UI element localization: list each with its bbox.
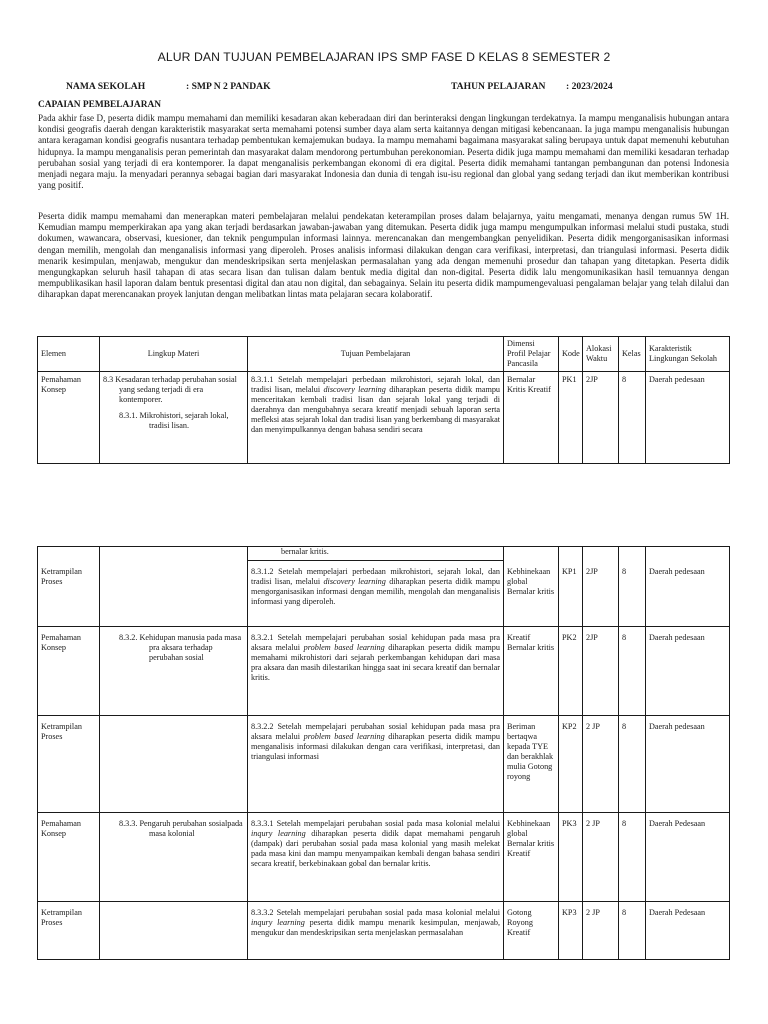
tujuan-number: 8.3.3.1: [251, 819, 274, 828]
year-label: TAHUN PELAJARAN: [451, 81, 546, 92]
table-row: [38, 627, 730, 716]
cell-elemen: Ketrampilan Proses: [38, 902, 100, 960]
cell-kelas: 8: [619, 813, 646, 902]
table-row: [38, 561, 730, 627]
cell-alokasi: 2 JP: [583, 902, 619, 960]
capaian-heading: CAPAIAN PEMBELAJARAN: [38, 100, 161, 110]
sub-lingkup-text: Mikrohistori, sejarah lokal, tradisi lisan.: [139, 411, 229, 430]
cell-lingkup: [100, 627, 248, 716]
cell-kelas: 8: [619, 627, 646, 716]
cell-elemen: Pemahaman Konsep: [38, 813, 100, 902]
tujuan-number: 8.3.1.2: [251, 567, 274, 576]
table-row: [38, 716, 730, 813]
document-title: ALUR DAN TUJUAN PEMBELAJARAN IPS SMP FASE D KELAS 8 SEMESTER 2: [157, 50, 611, 64]
tujuan-text-a: Setelah mempelajari perubahan sosial pada masa kolonial melalui: [276, 819, 501, 828]
cell-karakteristik: Daerah pedesaan: [646, 561, 730, 627]
header-alokasi: Alokasi Waktu: [583, 337, 619, 372]
cell-kode: KP2: [559, 716, 583, 813]
lingkup-number: 8.3: [103, 375, 114, 384]
cell-tujuan: [248, 902, 504, 960]
cell-tujuan: [248, 627, 504, 716]
header-profil: Dimensi Profil Pelajar Pancasila: [504, 337, 559, 372]
cell-profil: Kebhinekaan global Bernalar kritis Kreatif: [504, 813, 559, 902]
tujuan-number: 8.3.2.2: [251, 722, 274, 731]
cell-kode: PK2: [559, 627, 583, 716]
lingkup-text: Kesadaran terhadap perubahan sosial yang sedang terjadi di era kontemporer.: [115, 375, 237, 404]
atp-table-page-1: [37, 336, 730, 464]
capaian-paragraph-2: Peserta didik mampu memahami dan menerapkan materi pembelajaran melalui pendekatan keterampilan proses dalam belajarnya, yaitu mengamati, menanya dengan rumus 5W 1H. Kemudian mampu memperkirakan apa yang akan terjadi berdasarkan jawaban-jawaban yang ditemukan. Peserta didik juga mampu mengumpulkan informasi melalui studi pustaka, studi dokumen, wawancara, observasi, kuesioner, dan teknik pengumpulan informasi lainnya. merencanakan dan mengembangkan penyelidikan. Peserta didik mengorganisasikan informasi dengan memilih, mengolah dan menganalisis informasi yang diperoleh. Proses analisis informasi dilakukan dengan cara verifikasi, interpretasi, dan triangulasi informasi. Peserta didik menarik kesimpulan, menjawab, mengukur dan mendeskripsikan serta menjelaskan permasalahan yang ada dengan memenuhi prosedur dan tahapan yang ditetapkan. Peserta didik mengungkapkan seluruh hasil tahapan di atas secara lisan dan tulisan dalam bentuk media digital dan non-digital. Peserta didik lalu mengomunikasikan hasil temuannya dengan mempublikasikan hasil laporan dalam bentuk presentasi digital dan atau non digital, dan sebagainya. Selain itu peserta didik mampumengevaluasi pengalaman belajar yang telah dilalui dan diharapkan dapat merencanakan proyek lanjutan dengan melibatkan lintas mata pelajaran secara kolaboratif.: [38, 211, 729, 300]
header-elemen: Elemen: [38, 337, 100, 372]
lingkup-number: 8.3.3.: [119, 819, 138, 828]
tujuan-text-a: Setelah mempelajari perbedaan mikrohistori, sejarah lokal, dan tradisi lisan, melalui: [251, 567, 501, 586]
school-value: : SMP N 2 PANDAK: [186, 81, 271, 92]
cell-elemen: Ketrampilan Proses: [38, 716, 100, 813]
tujuan-method: inqury learning: [251, 918, 305, 927]
tujuan-text-b: diharapkan peserta didik dapat memahami pengaruh (dampak) dari perubahan sosial pada masa kolonial yang masih melekat pada masa kini dan mampu menyampaikan kembali dengan bahasa sendiri secara kreatif, berkebinakaan gobal dan bernalar kritis.: [251, 829, 500, 868]
cell-kode: PK1: [559, 372, 583, 464]
tujuan-text-b: peserta didik mampu menarik kesimpulan, menjawab, mengukur dan mendeskripsikan serta menjelaskan permasalahan: [251, 918, 501, 937]
lingkup-text: Pengaruh perubahan sosialpada masa kolonial: [139, 819, 243, 838]
tujuan-number: 8.3.1.1: [251, 375, 274, 384]
header-kelas: Kelas: [619, 337, 646, 372]
cell-profil: Bernalar Kritis Kreatif: [504, 372, 559, 464]
header-tujuan: Tujuan Pembelajaran: [248, 337, 504, 372]
cell-kelas: 8: [619, 561, 646, 627]
cell-karakteristik: Daerah Pedesaan: [646, 813, 730, 902]
cell-lingkup: [100, 902, 248, 960]
cell-alokasi: 2JP: [583, 627, 619, 716]
table-row: [38, 372, 730, 464]
year-value: : 2023/2024: [566, 81, 613, 92]
cell-elemen: Ketrampilan Proses: [38, 561, 100, 627]
cell-alokasi: 2 JP: [583, 813, 619, 902]
tujuan-number: 8.3.3.2: [251, 908, 274, 917]
cell-profil: Kebhinekaan global Bernalar kritis: [504, 561, 559, 627]
cell-lingkup: [100, 372, 248, 464]
capaian-paragraph-1: Pada akhir fase D, peserta didik mampu memahami dan memiliki kesadaran akan keberadaan diri dan berinteraksi dengan lingkungan terdekatnya. Ia mampu menganalisis hubungan antara kondisi geografis daerah dengan karakteristik masyarakat serta memahami potensi sumber daya alam serta kaitannya dengan mitigasi kebencanaan. Ia juga mampu menganalisis hubungan antara keragaman kondisi geografis nusantara terhadap pembentukan kemajemukan budaya. Ia mampu memahami bagaimana masyarakat saling berupaya untuk dapat memenuhi kebutuhan hidupnya. Ia mampu menganalisis peran pemerintah dan masyarakat dalam mendorong pertumbuhan perekonomian. Peserta didik juga mampu memahami dan memiliki kesadaran terhadap perubahan sosial yang terjadi di era kontemporer. Ia dapat menganalisis perkembangan ekonomi di era digital. Peserta didik memahami tantangan pembangunan dan potensi Indonesia menjadi negara maju. Ia menyadari perannya sebagai bagian dari masyarakat Indonesia dan dunia di tengah isu-isu regional dan global yang sedang terjadi dan ikut memberikan kontribusi yang positif.: [38, 113, 729, 191]
cell-karakteristik: Daerah Pedesaan: [646, 902, 730, 960]
tujuan-method: inqury learning: [251, 829, 306, 838]
cell-kelas: 8: [619, 902, 646, 960]
lingkup-text: Kehidupan manusia pada masa pra aksara terhadap perubahan sosial: [139, 633, 242, 662]
lingkup-number: 8.3.2.: [119, 633, 138, 642]
tujuan-text-b: diharapkan peserta didik mampu menganalisis informasi dilakukan dengan cara verifikasi, interpretasi, dan triangulasi informasi: [251, 732, 500, 761]
tujuan-text-b: diharapkan peserta didik mampu memahami mikrohistori dari sejarah perkembangan kehidupan dari masa pra aksara dan masih dilestarikan hingga saat ini secara kreatif dan bernalar kritis.: [251, 643, 500, 682]
cell-profil: Beriman bertaqwa kepada TYE dan berakhlak mulia Gotong royong: [504, 716, 559, 813]
tujuan-text-a: Setelah mempelajari perubahan sosial kehidupan pada masa pra aksara melalui: [251, 633, 500, 652]
tujuan-text-a: Setelah mempelajari perubahan sosial pada masa kolonial melalui: [276, 908, 501, 917]
cell-lingkup: [100, 561, 248, 627]
tujuan-text-a: Setelah mempelajari perbedaan mikrohistori, sejarah lokal, dan tradisi lisan, melalui: [251, 375, 501, 394]
sub-lingkup-number: 8.3.1.: [119, 411, 138, 420]
header-karakteristik: Karakteristik Lingkungan Sekolah: [646, 337, 730, 372]
table-header-row: [38, 337, 730, 372]
header-kode: Kode: [559, 337, 583, 372]
cell-lingkup: [100, 716, 248, 813]
cell-profil: Gotong Royong Kreatif: [504, 902, 559, 960]
cell-karakteristik: Daerah pedesaan: [646, 627, 730, 716]
cell-elemen: Pemahaman Konsep: [38, 627, 100, 716]
atp-table-page-2: [37, 546, 730, 960]
tujuan-text-b: diharapkan peserta didik mampu mengorganisasikan informasi dengan memilih, mengolah dan menganalisis informasi yang diperoleh.: [251, 577, 501, 606]
cell-tujuan: [248, 372, 504, 464]
cell-lingkup: [100, 813, 248, 902]
cell-kode: PK3: [559, 813, 583, 902]
cell-alokasi: 2JP: [583, 561, 619, 627]
cell-kode: KP3: [559, 902, 583, 960]
tujuan-text-b: diharapkan peserta didik mampu menceritakan kembali tradisi lisan dan sejarah lokal yang terjadi di daerahnya dan mengubahnya secara kreatif menjadi sebuah laporan serta mefleksi atas sejarah lokal dan tradisi lisan yang berkembang di masyarakat dan menyimpulkannya dengan bahasa sendiri secara: [251, 385, 501, 434]
cell-alokasi: 2 JP: [583, 716, 619, 813]
tujuan-number: 8.3.2.1: [251, 633, 274, 642]
cell-kode: KP1: [559, 561, 583, 627]
cell-elemen: Pemahaman Konsep: [38, 372, 100, 464]
tujuan-method: discovery learning: [323, 577, 386, 586]
table-row: [38, 813, 730, 902]
tujuan-method: problem based learning: [303, 643, 385, 652]
cell-profil: Kreatif Bernalar kritis: [504, 627, 559, 716]
page-gap: [0, 500, 768, 512]
cell-karakteristik: Daerah pedesaan: [646, 716, 730, 813]
cell-kelas: 8: [619, 372, 646, 464]
cell-kelas: 8: [619, 716, 646, 813]
tujuan-text-a: Setelah mempelajari perubahan sosial kehidupan pada masa pra aksara melalui: [251, 722, 500, 741]
cell-tujuan: [248, 716, 504, 813]
cell-tujuan: [248, 813, 504, 902]
tujuan-method: discovery learning: [323, 385, 386, 394]
cell-alokasi: 2JP: [583, 372, 619, 464]
table-row: [38, 902, 730, 960]
table-row-continuation: [38, 547, 730, 561]
cell-karakteristik: Daerah pedesaan: [646, 372, 730, 464]
continuation-text: bernalar kritis.: [281, 547, 329, 556]
tujuan-method: problem based learning: [303, 732, 385, 741]
page-1: [0, 0, 768, 500]
header-lingkup: Lingkup Materi: [100, 337, 248, 372]
school-label: NAMA SEKOLAH: [66, 81, 146, 92]
cell-tujuan: [248, 561, 504, 627]
